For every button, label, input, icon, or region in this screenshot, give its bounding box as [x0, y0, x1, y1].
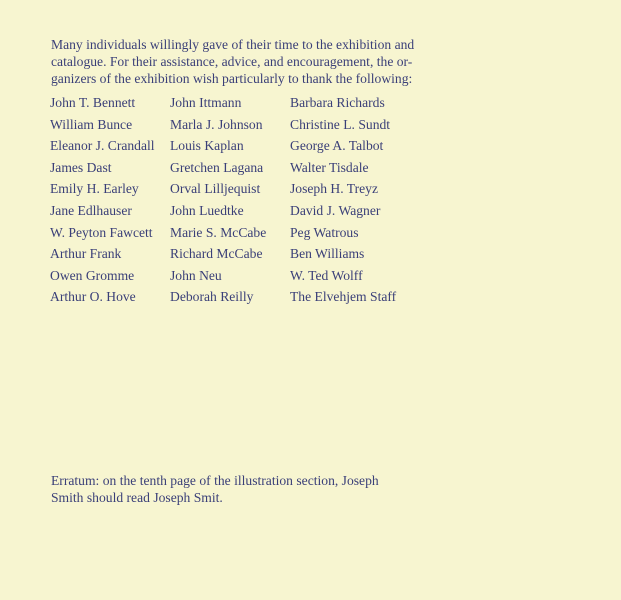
- name-entry: Christine L. Sundt: [290, 116, 391, 132]
- name-entry: Jane Edlhauser: [50, 202, 132, 218]
- name-entry: W. Ted Wolff: [290, 267, 363, 283]
- name-entry: John Neu: [170, 267, 222, 283]
- intro-line: catalogue. For their assistance, advice, and encouragement, the or-: [51, 54, 413, 69]
- name-entry: Richard McCabe: [170, 246, 263, 262]
- name-entry: Gretchen Lagana: [170, 159, 264, 175]
- intro-line: ganizers of the exhibition wish particularly to thank the following:: [51, 71, 413, 86]
- name-entry: The Elvehjem Staff: [290, 289, 397, 305]
- name-entry: Ben Williams: [290, 246, 365, 262]
- erratum-line: Erratum: on the tenth page of the illustration section, Joseph: [51, 473, 379, 488]
- name-entry: Arthur Frank: [50, 246, 122, 262]
- name-entry: Deborah Reilly: [170, 289, 254, 305]
- name-entry: David J. Wagner: [290, 202, 381, 218]
- name-entry: Owen Gromme: [50, 267, 135, 283]
- name-entry: John Ittmann: [170, 95, 242, 110]
- name-entry: Marla J. Johnson: [170, 116, 263, 132]
- name-entry: Walter Tisdale: [290, 159, 369, 175]
- name-entry: Eleanor J. Crandall: [50, 138, 155, 154]
- name-entry: John T. Bennett: [50, 95, 136, 110]
- erratum-line: Smith should read Joseph Smit.: [51, 490, 223, 505]
- names-column-1: [50, 95, 175, 311]
- name-entry: William Bunce: [50, 116, 133, 132]
- erratum-note: [51, 472, 411, 506]
- name-entry: Barbara Richards: [290, 95, 385, 110]
- name-entry: John Luedtke: [170, 202, 244, 218]
- name-entry: Marie S. McCabe: [170, 224, 267, 240]
- name-entry: Joseph H. Treyz: [290, 181, 378, 197]
- name-entry: James Dast: [50, 159, 112, 175]
- name-entry: Peg Watrous: [290, 224, 359, 240]
- name-entry: Arthur O. Hove: [50, 289, 136, 305]
- name-entry: George A. Talbot: [290, 138, 384, 154]
- name-entry: W. Peyton Fawcett: [50, 224, 153, 240]
- acknowledgement-paragraph: [51, 36, 421, 87]
- names-column-2: [170, 95, 295, 311]
- name-entry: Emily H. Earley: [50, 181, 139, 197]
- name-entry: Louis Kaplan: [170, 138, 244, 154]
- name-entry: Orval Lilljequist: [170, 181, 261, 197]
- names-column-3: [290, 95, 415, 311]
- intro-line: Many individuals willingly gave of their time to the exhibition and: [51, 37, 415, 52]
